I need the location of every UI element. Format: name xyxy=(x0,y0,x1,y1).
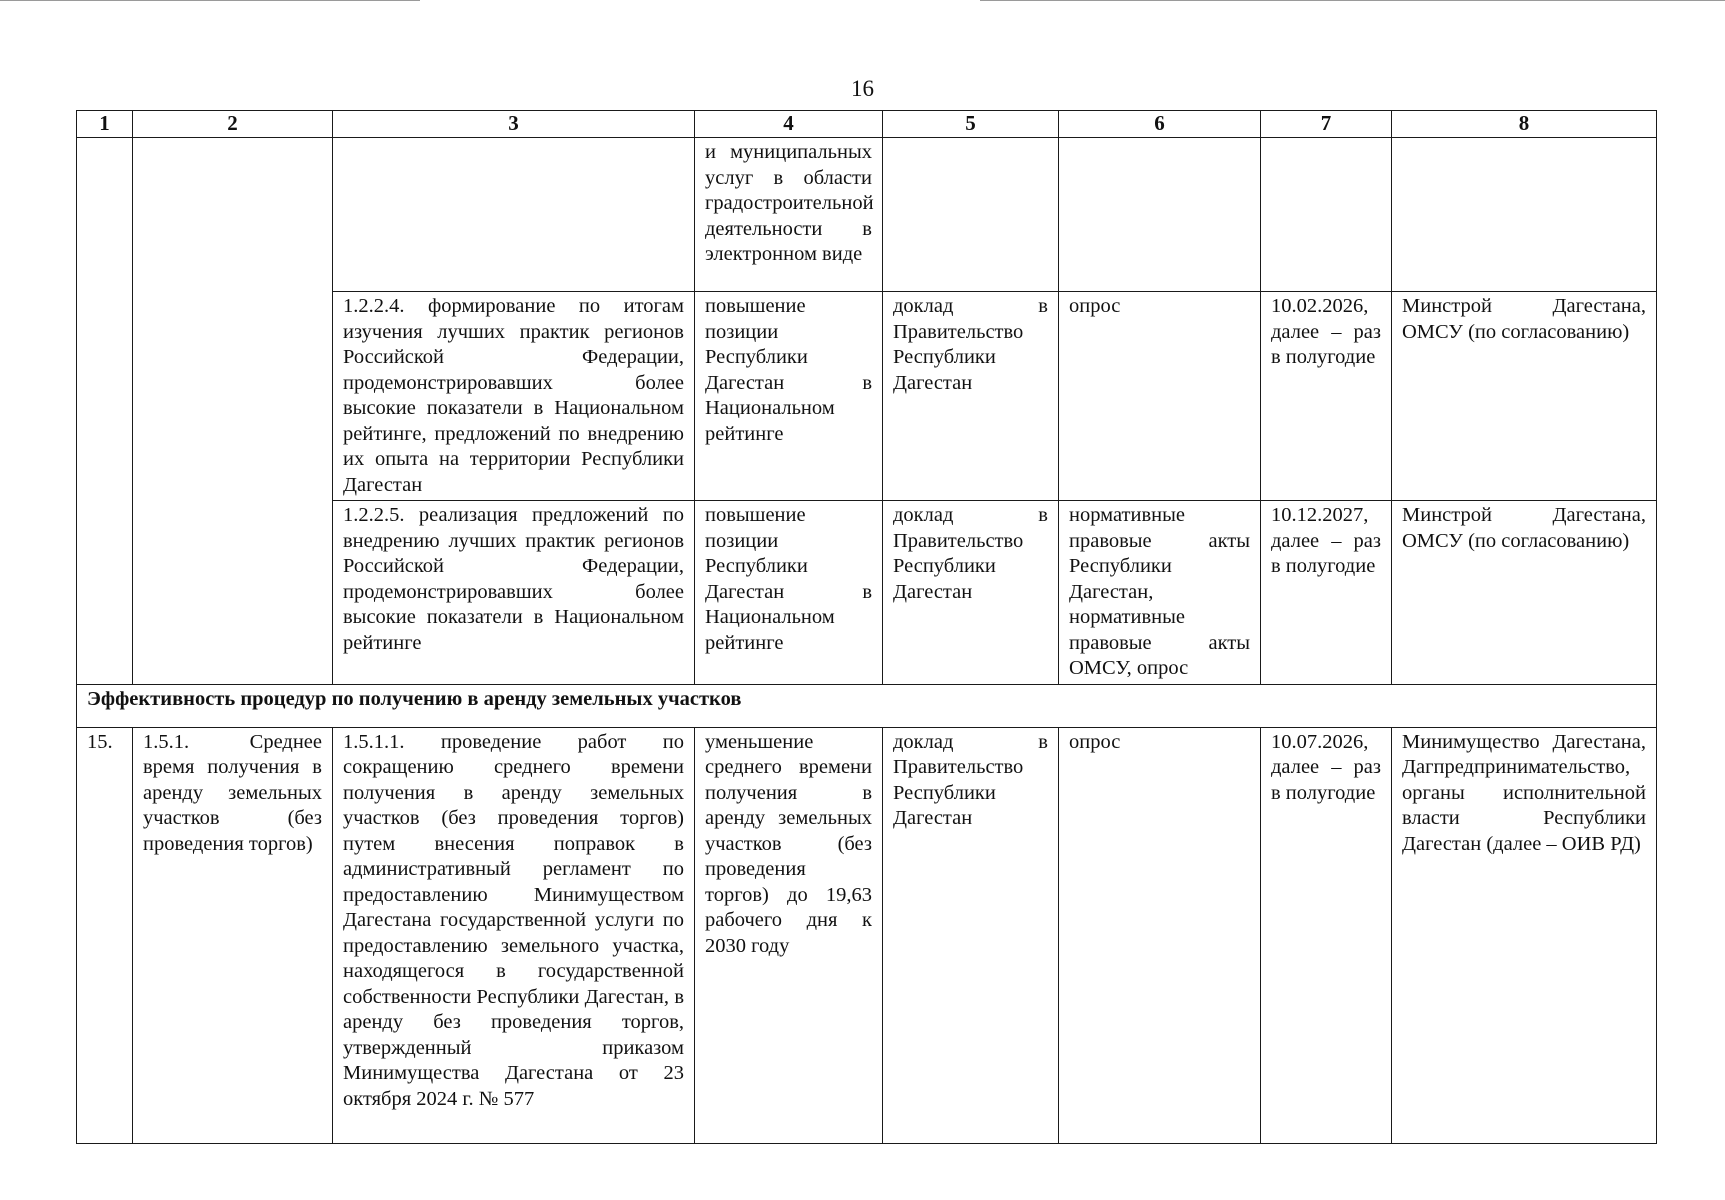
cell-responsible-continued xyxy=(1392,138,1657,292)
cell-responsible: Минимущество Дагестана, Дагпредпринимательство, органы исполнительной власти Республики Дагестан (далее – ОИВ РД) xyxy=(1392,727,1657,1143)
plan-table xyxy=(76,110,1657,1144)
column-header-3: 3 xyxy=(333,111,695,138)
column-header-4: 4 xyxy=(695,111,883,138)
cell-result-continued: и муниципальных услуг в области градостроительной деятельности в электронном виде xyxy=(695,138,883,292)
table-row-continuation xyxy=(77,138,1657,292)
column-header-5: 5 xyxy=(883,111,1059,138)
page-number: 16 xyxy=(851,76,874,101)
column-header-2: 2 xyxy=(133,111,333,138)
scan-edge-top-right xyxy=(980,0,1725,1)
cell-responsible: Минстрой Дагестана, ОМСУ (по согласованию) xyxy=(1392,501,1657,685)
cell-indicator-continued xyxy=(133,138,333,685)
cell-control-form: доклад в Правительство Республики Дагестан xyxy=(883,501,1059,685)
column-header-1: 1 xyxy=(77,111,133,138)
section-row xyxy=(77,684,1657,727)
header-row xyxy=(77,111,1657,138)
cell-activity: 1.2.2.4. формирование по итогам изучения лучших практик регионов Российской Федерации, продемонстрировавших более высокие показатели в Национальном рейтинге, предложений по внедрению их опыта на территории Республики Дагестан xyxy=(333,292,695,501)
cell-deadline-continued xyxy=(1261,138,1392,292)
cell-control-form: доклад в Правительство Республики Дагестан xyxy=(883,727,1059,1143)
cell-source: опрос xyxy=(1059,727,1261,1143)
section-title: Эффективность процедур по получению в аренду земельных участков xyxy=(77,684,1657,727)
cell-number-continued xyxy=(77,138,133,685)
cell-deadline: 10.07.2026, далее – раз в полугодие xyxy=(1261,727,1392,1143)
cell-activity: 1.2.2.5. реализация предложений по внедрению лучших практик регионов Российской Федерации, продемонстрировавших более высокие показатели в Национальном рейтинге xyxy=(333,501,695,685)
cell-source: нормативные правовые акты Республики Дагестан, нормативные правовые акты ОМСУ, опрос xyxy=(1059,501,1261,685)
cell-activity: 1.5.1.1. проведение работ по сокращению среднего времени получения в аренду земельных участков (без проведения торгов) путем внесения поправок в административный регламент по предоставлению Минимуществом Дагестана государственной услуги по предоставлению земельного участка, находящегося в государственной собственности Республики Дагестан, в аренду без проведения торгов, утвержденный приказом Минимущества Дагестана от 23 октября 2024 г. № 577 xyxy=(333,727,695,1143)
cell-deadline: 10.12.2027, далее – раз в полугодие xyxy=(1261,501,1392,685)
cell-control-form: доклад в Правительство Республики Дагестан xyxy=(883,292,1059,501)
cell-indicator: 1.5.1. Среднее время получения в аренду земельных участков (без проведения торгов) xyxy=(133,727,333,1143)
cell-result: повышение позиции Республики Дагестан в Национальном рейтинге xyxy=(695,501,883,685)
column-header-6: 6 xyxy=(1059,111,1261,138)
cell-responsible: Минстрой Дагестана, ОМСУ (по согласованию) xyxy=(1392,292,1657,501)
cell-source-continued xyxy=(1059,138,1261,292)
cell-control-form-continued xyxy=(883,138,1059,292)
column-header-8: 8 xyxy=(1392,111,1657,138)
cell-number: 15. xyxy=(77,727,133,1143)
cell-deadline: 10.02.2026, далее – раз в полугодие xyxy=(1261,292,1392,501)
cell-result: уменьшение среднего времени получения в аренду земельных участков (без проведения торгов) до 19,63 рабочего дня к 2030 году xyxy=(695,727,883,1143)
column-header-7: 7 xyxy=(1261,111,1392,138)
table-row-15 xyxy=(77,727,1657,1143)
cell-result: повышение позиции Республики Дагестан в Национальном рейтинге xyxy=(695,292,883,501)
cell-source: опрос xyxy=(1059,292,1261,501)
cell-activity-continued xyxy=(333,138,695,292)
scan-edge-top-left xyxy=(0,0,420,1)
